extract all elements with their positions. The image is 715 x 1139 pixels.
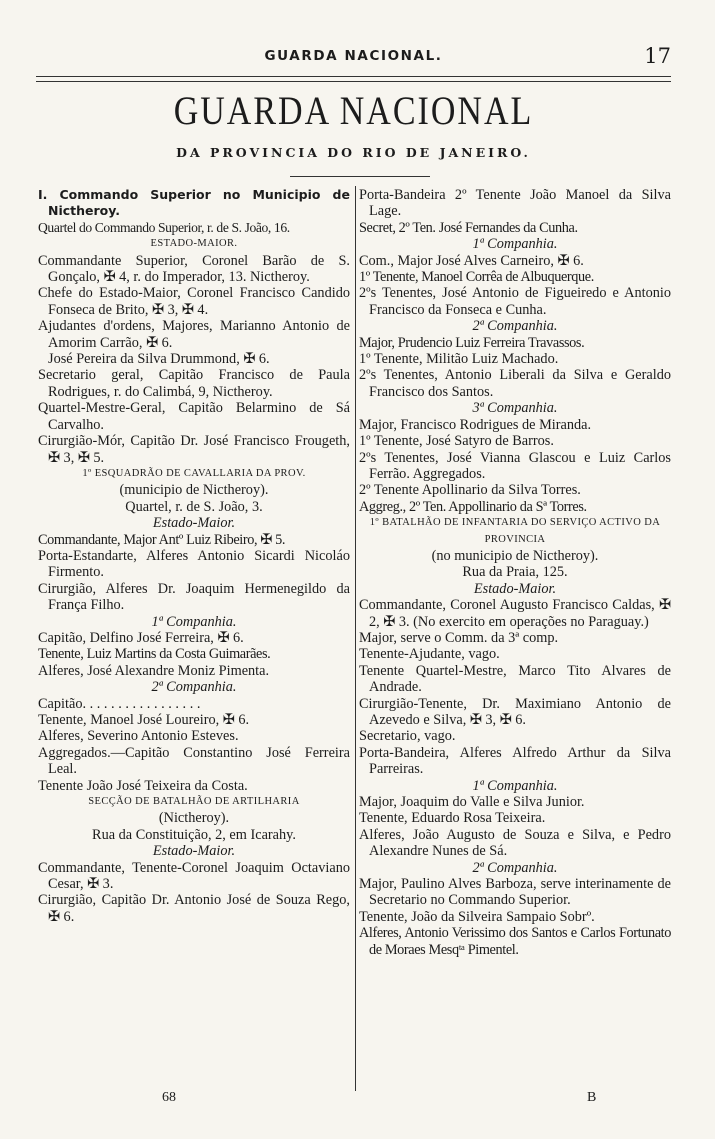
entry: 1º Tenente, Militão Luiz Machado. (359, 351, 559, 368)
title-rule (290, 176, 430, 177)
entry: Com., Major José Alves Carneiro, ✠ 6. (359, 252, 584, 269)
entry: Capitão. . . . . . . . . . . . . . . . . (38, 695, 201, 712)
subsection-heading: ESTADO-MAIOR. (150, 238, 238, 250)
entry: Tenente, Luiz Martins da Costa Guimarães. (38, 646, 271, 663)
entry: Porta-Estandarte, Alferes Antonio Sicardi Nicoláo Firmento. (38, 547, 350, 581)
company-heading: 2ª Companhia. (472, 318, 558, 335)
entry: Major, Prudencio Luiz Ferreira Travassos. (359, 334, 585, 351)
entry: Cirurgião-Tenente, Dr. Maximiano Antonio de Azevedo e Silva, ✠ 3, ✠ 6. (359, 695, 671, 728)
page-number: 17 (644, 44, 671, 68)
entry: 2ºs Tenentes, Antonio Liberali da Silva e Geraldo Francisco dos Santos. (359, 367, 671, 400)
entry: 2ºs Tenentes, José Vianna Glascou e Luiz Carlos Ferrão. Aggregados. (359, 449, 671, 482)
entry: Capitão, Delfino José Ferreira, ✠ 6. (38, 629, 244, 646)
company-heading: 1ª Companhia. (472, 236, 558, 253)
entry: 1º Tenente, Manoel Corrêa de Albuquerque. (359, 269, 594, 286)
entry: Secret, 2º Ten. José Fernandes da Cunha. (359, 219, 578, 236)
entry: Tenente João José Teixeira da Costa. (38, 777, 248, 794)
entry: Major, Francisco Rodrigues de Miranda. (359, 416, 592, 433)
entry: Chefe do Estado-Maior, Coronel Francisco Candido Fonseca de Brito, ✠ 3, ✠ 4. (38, 285, 350, 318)
entry: Alferes, Antonio Verissimo dos Santos e Carlos Fortunato de Moraes Mesqᵗᵃ Pimentel. (359, 925, 671, 958)
subsection-address: Rua da Praia, 125. (462, 564, 568, 581)
entry: Tenente-Ajudante, vago. (359, 646, 500, 663)
entry: Aggregados.—Capitão Constantino José Ferreira Leal. (38, 744, 350, 778)
subsection-heading: 1º ESQUADRÃO DE CAVALLARIA DA PROV. (82, 467, 306, 479)
entry: Porta-Bandeira 2º Tenente João Manoel da Silva Lage. (359, 187, 671, 220)
subsection-heading: SECÇÃO DE BATALHÃO DE ARTILHARIA (88, 796, 300, 808)
company-heading: 3ª Companhia. (472, 400, 558, 417)
company-heading: 1ª Companhia. (472, 777, 558, 794)
entry: Tenente Quartel-Mestre, Marco Tito Alvares de Andrade. (359, 662, 671, 696)
page-title: GUARDA NACIONAL (173, 90, 534, 134)
company-heading: 2ª Companhia. (472, 859, 558, 876)
entry: Alferes, José Alexandre Moniz Pimenta. (38, 662, 270, 679)
entry: Secretario, vago. (359, 728, 456, 745)
entry: Porta-Bandeira, Alferes Alfredo Arthur da Silva Parreiras. (359, 744, 671, 778)
subsection-heading: Estado-Maior. (152, 515, 236, 532)
entry: Major, Paulino Alves Barboza, serve interinamente de Secretario no Commando Superior. (359, 876, 671, 909)
entry: 2ºs Tenentes, José Antonio de Figueiredo e Antonio Francisco da Fonseca e Cunha. (359, 285, 671, 318)
entry: Commandante Superior, Coronel Barão de S. Gonçalo, ✠ 4, r. do Imperador, 13. Nictheroy. (38, 252, 350, 286)
entry: Cirurgião, Capitão Dr. Antonio José de Souza Rego, ✠ 6. (38, 892, 350, 925)
entry: Major, Joaquim do Valle e Silva Junior. (359, 794, 585, 811)
signature-mark-right: B (587, 1090, 597, 1105)
entry: Commandante, Tenente-Coronel Joaquim Octaviano Cesar, ✠ 3. (38, 859, 350, 893)
subsection-note: (municipio de Nictheroy). (119, 482, 269, 499)
subsection-heading: 1º BATALHÃO DE INFANTARIA DO SERVIÇO ACTIVO DA PROVINCIA (369, 517, 661, 545)
entry: José Pereira da Silva Drummond, ✠ 6. (48, 351, 270, 368)
subsection-note: (no municipio de Nictheroy). (431, 547, 599, 564)
left-column (38, 187, 350, 925)
column-divider (355, 186, 356, 1091)
entry: Secretario geral, Capitão Francisco de Paula Rodrigues, r. do Calimbá, 9, Nictheroy. (38, 367, 350, 400)
entry: Commandante, Major Antº Luiz Ribeiro, ✠ 5. (38, 531, 285, 548)
address-line: Quartel do Commando Superior, r. de S. João, 16. (38, 219, 290, 235)
section-heading: I. Commando Superior no Municipio de Nictheroy. (38, 187, 350, 219)
entry: Tenente, Eduardo Rosa Teixeira. (359, 810, 546, 827)
entry: Quartel-Mestre-Geral, Capitão Belarmino de Sá Carvalho. (38, 400, 350, 433)
entry: Tenente, Manoel José Loureiro, ✠ 6. (38, 712, 250, 728)
signature-mark-left: 68 (162, 1090, 176, 1105)
company-heading: 1ª Companhia. (151, 613, 237, 630)
subsection-heading: Estado-Maior. (473, 580, 557, 597)
entry: 2º Tenente Apollinario da Silva Torres. (359, 482, 581, 499)
entry: Ajudantes d'ordens, Majores, Marianno Antonio de Amorim Carrão, ✠ 6. (38, 318, 350, 351)
entry: 1º Tenente, José Satyro de Barros. (359, 433, 554, 450)
entry: Tenente, João da Silveira Sampaio Sobrº. (359, 908, 595, 925)
entry: Aggreg., 2º Ten. Appollinario da Sª Torres. (359, 498, 587, 515)
entry: Alferes, Severino Antonio Esteves. (38, 728, 239, 745)
entry: Cirurgião, Alferes Dr. Joaquim Hermenegildo da França Filho. (38, 580, 350, 614)
subsection-note: (Nictheroy). (158, 810, 230, 827)
entry: Alferes, João Augusto de Souza e Silva, e Pedro Alexandre Nunes de Sá. (359, 826, 671, 860)
page-subtitle: DA PROVINCIA DO RIO DE JANEIRO. (176, 145, 531, 160)
running-header (36, 44, 671, 70)
right-column (359, 187, 671, 958)
header-rule (36, 76, 671, 82)
subsection-heading: Estado-Maior. (152, 843, 236, 860)
entry: Major, serve o Comm. da 3ª comp. (359, 629, 559, 646)
entry: Commandante, Coronel Augusto Francisco Caldas, ✠ 2, ✠ 3. (No exercito em operações no Paraguay.) (359, 597, 671, 630)
subsection-address: Quartel, r. de S. João, 3. (125, 498, 263, 515)
subsection-address: Rua da Constituição, 2, em Icarahy. (92, 826, 296, 843)
running-head-title: GUARDA NACIONAL. (264, 48, 443, 64)
company-heading: 2ª Companhia. (151, 679, 237, 696)
entry: Cirurgião-Mór, Capitão Dr. José Francisco Frougeth, ✠ 3, ✠ 5. (38, 433, 350, 466)
